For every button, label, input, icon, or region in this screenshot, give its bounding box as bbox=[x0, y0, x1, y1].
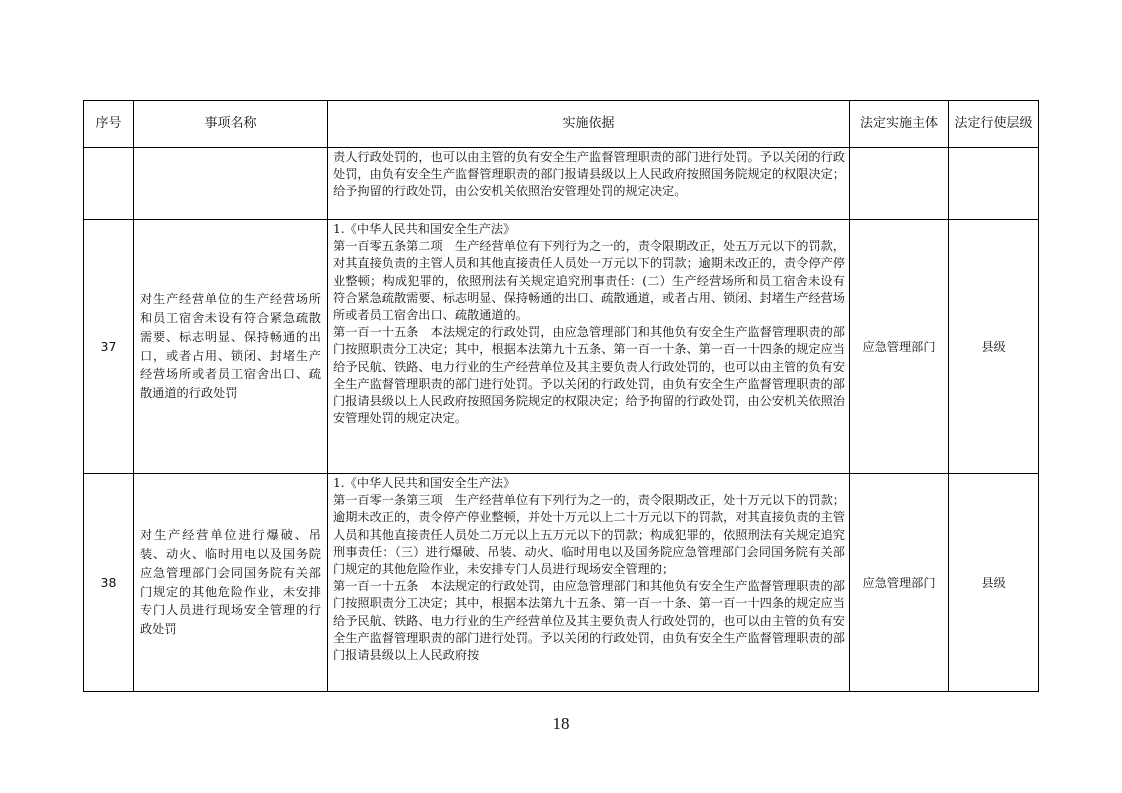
table-row bbox=[84, 474, 1039, 692]
cell-name bbox=[134, 148, 328, 220]
cell-num: 38 bbox=[84, 474, 134, 692]
table-row bbox=[84, 220, 1039, 474]
enforcement-table bbox=[83, 100, 1039, 692]
header-name: 事项名称 bbox=[134, 101, 328, 148]
cell-basis bbox=[328, 474, 850, 692]
cell-num: 37 bbox=[84, 220, 134, 474]
basis-paragraph: 1.《中华人民共和国安全生产法》 bbox=[333, 222, 516, 236]
basis-paragraph: 第一百零一条第三项 生产经营单位有下列行为之一的，责令限期改正，处十万元以下的罚款；逾期未改正的，责令停产停业整顿，并处十万元以上二十万元以下的罚款，对其直接负责的主管人员和其他直接责任人员处二万元以上五万元以下的罚款；构成犯罪的，依照刑法有关规定追究刑事责任：（三）进行爆破、吊装、动火、临时用电以及国务院应急管理部门会同国务院有关部门规定的其他危险作业，未安排专门人员进行现场安全管理的； bbox=[333, 493, 845, 577]
cell-subject: 应急管理部门 bbox=[850, 474, 949, 692]
header-level: 法定行使层级 bbox=[949, 101, 1039, 148]
cell-basis bbox=[328, 148, 850, 220]
basis-paragraph: 1.《中华人民共和国安全生产法》 bbox=[333, 476, 516, 490]
header-subject: 法定实施主体 bbox=[850, 101, 949, 148]
cell-subject bbox=[850, 148, 949, 220]
table-row-continuation bbox=[84, 148, 1039, 220]
header-basis: 实施依据 bbox=[328, 101, 850, 148]
cell-level bbox=[949, 148, 1039, 220]
table-header-row bbox=[84, 101, 1039, 148]
basis-paragraph: 第一百一十五条 本法规定的行政处罚，由应急管理部门和其他负有安全生产监督管理职责的部门按照职责分工决定；其中，根据本法第九十五条、第一百一十条、第一百一十四条的规定应当给予民航、铁路、电力行业的生产经营单位及其主要负责人行政处罚的，也可以由主管的负有安全生产监督管理职责的部门进行处罚。予以关闭的行政处罚，由负有安全生产监督管理职责的部门报请县级以上人民政府按照国务院规定的权限决定；给予拘留的行政处罚，由公安机关依照治安管理处罚的规定决定。 bbox=[333, 325, 845, 426]
cell-level: 县级 bbox=[949, 474, 1039, 692]
cell-num bbox=[84, 148, 134, 220]
cell-name: 对生产经营单位进行爆破、吊装、动火、临时用电以及国务院应急管理部门会同国务院有关部门规定的其他危险作业，未安排专门人员进行现场安全管理的行政处罚 bbox=[134, 474, 328, 692]
basis-paragraph: 第一百一十五条 本法规定的行政处罚，由应急管理部门和其他负有安全生产监督管理职责的部门按照职责分工决定；其中，根据本法第九十五条、第一百一十条、第一百一十四条的规定应当给予民航、铁路、电力行业的生产经营单位及其主要负责人行政处罚的，也可以由主管的负有安全生产监督管理职责的部门进行处罚。予以关闭的行政处罚，由负有安全生产监督管理职责的部门报请县级以上人民政府按 bbox=[333, 579, 845, 663]
cell-level: 县级 bbox=[949, 220, 1039, 474]
basis-paragraph: 第一百零五条第二项 生产经营单位有下列行为之一的，责令限期改正，处五万元以下的罚款，对其直接负责的主管人员和其他直接责任人员处一万元以下的罚款；逾期未改正的，责令停产停业整顿；构成犯罪的，依照刑法有关规定追究刑事责任：(二）生产经营场所和员工宿舍未设有符合紧急疏散需要、标志明显、保持畅通的出口、疏散通道，或者占用、锁闭、封堵生产经营场所或者员工宿舍出口、疏散通道的。 bbox=[333, 239, 845, 323]
cell-name: 对生产经营单位的生产经营场所和员工宿舍未设有符合紧急疏散需要、标志明显、保持畅通的出口，或者占用、锁闭、封堵生产经营场所或者员工宿舍出口、疏散通道的行政处罚 bbox=[134, 220, 328, 474]
cell-basis bbox=[328, 220, 850, 474]
page-number: 18 bbox=[552, 714, 570, 733]
cell-subject: 应急管理部门 bbox=[850, 220, 949, 474]
basis-paragraph: 责人行政处罚的，也可以由主管的负有安全生产监督管理职责的部门进行处罚。予以关闭的行政处罚，由负有安全生产监督管理职责的部门报请县级以上人民政府按照国务院规定的权限决定；给予拘留的行政处罚，由公安机关依照治安管理处罚的规定决定。 bbox=[333, 150, 845, 199]
header-num: 序号 bbox=[84, 101, 134, 148]
